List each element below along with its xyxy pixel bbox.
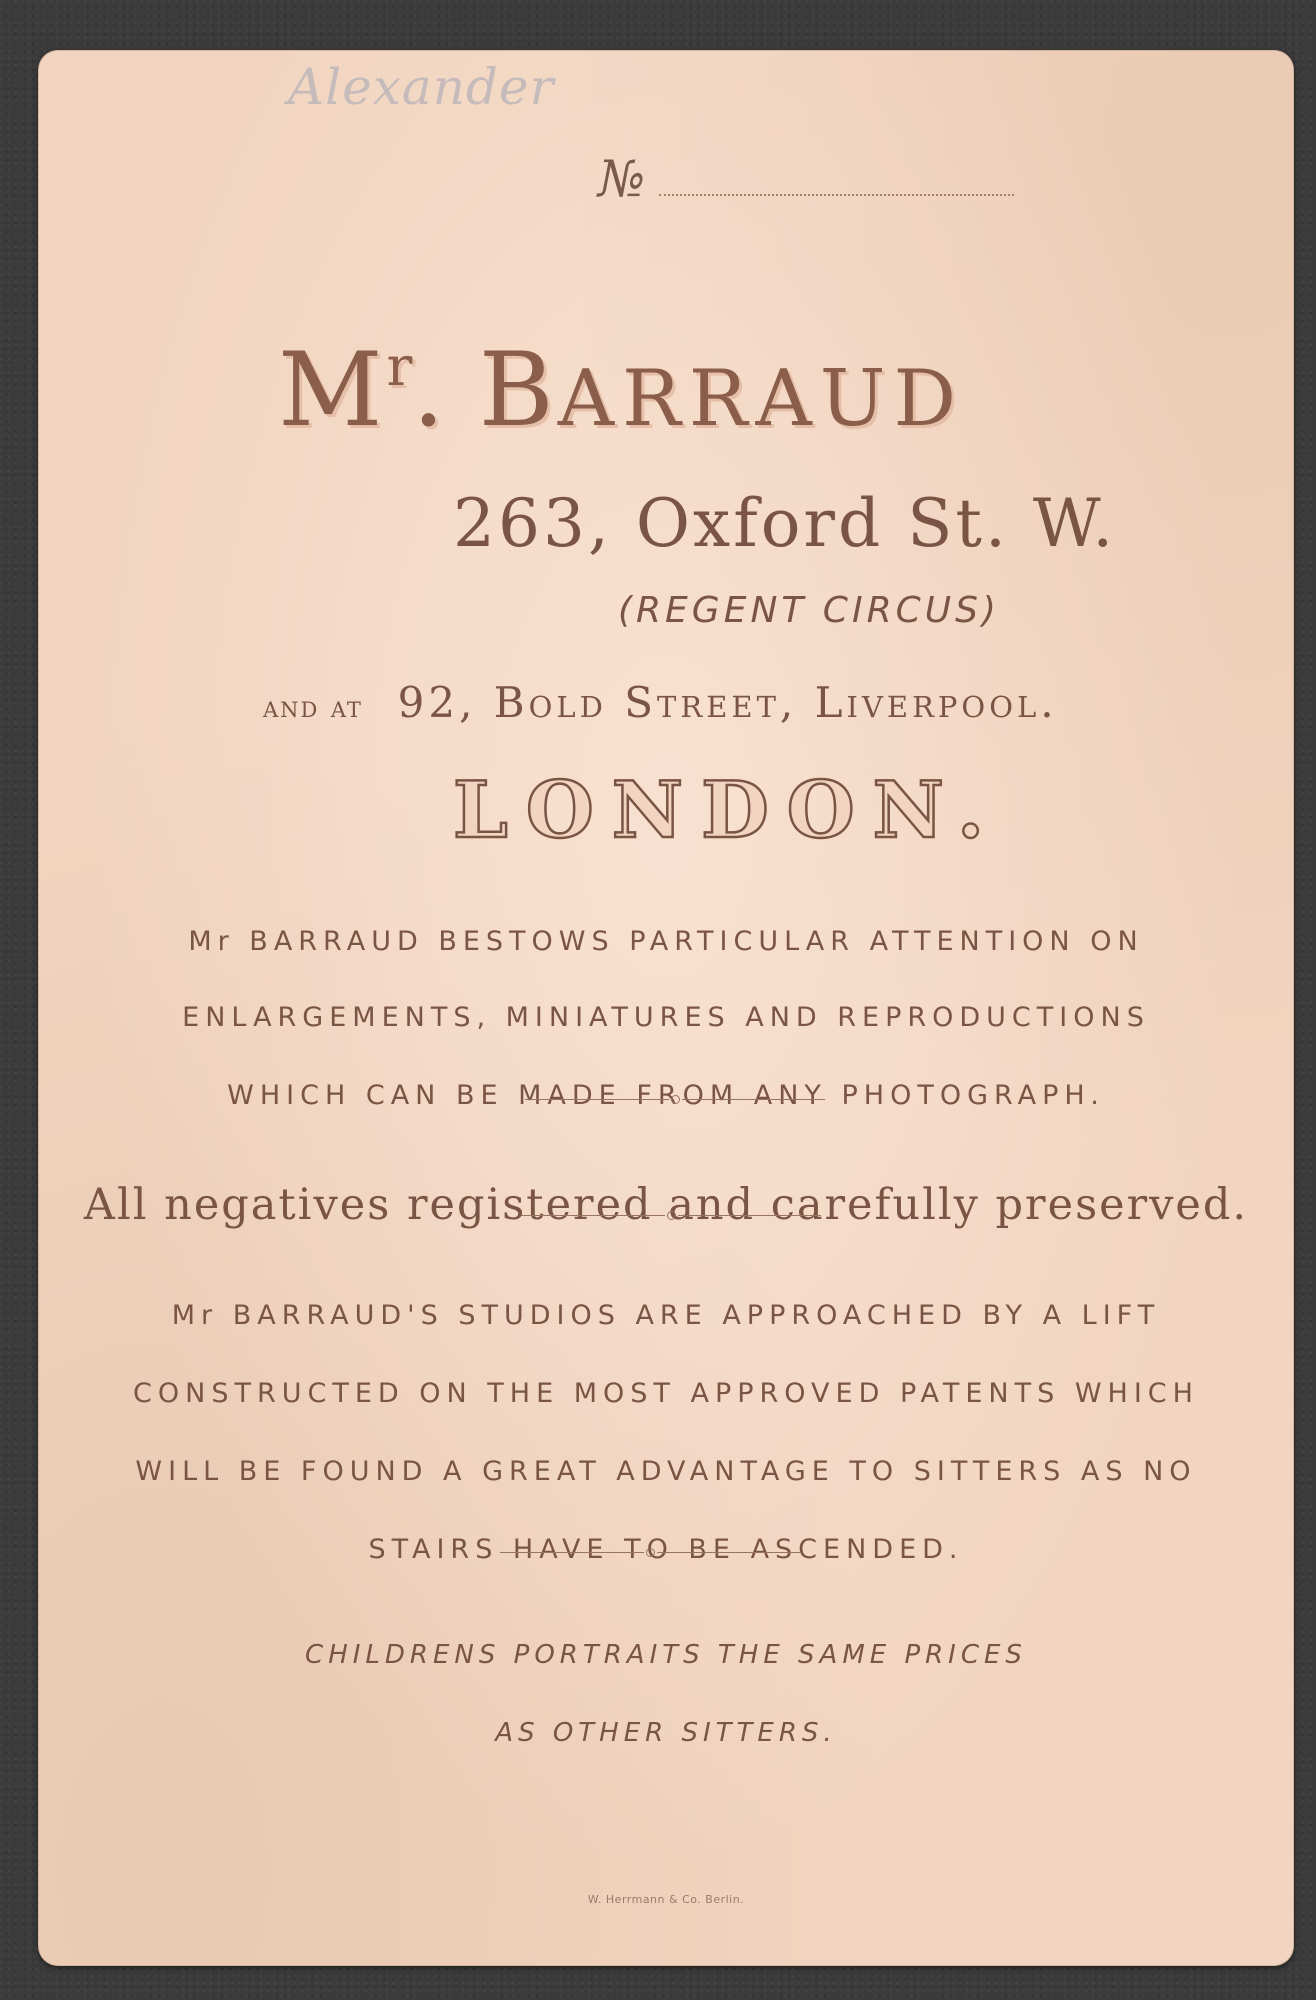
paragraph3-line1: CHILDRENS PORTRAITS THE SAME PRICES xyxy=(305,1640,1027,1670)
address-regent-circus: (REGENT CIRCUS) xyxy=(618,590,1000,631)
studio-name-mr-sup: r xyxy=(386,335,413,398)
paragraph2-line3: WILL BE FOUND A GREAT ADVANTAGE TO SITTERS AS NO xyxy=(135,1456,1197,1487)
number-blank-line xyxy=(659,194,1014,196)
address-oxford-street: 263, Oxford St. W. xyxy=(453,485,1117,562)
printer-imprint: W. Herrmann & Co. Berlin. xyxy=(587,1893,745,1906)
paragraph2-line2: CONSTRUCTED ON THE MOST APPROVED PATENTS WHICH xyxy=(133,1378,1199,1409)
address-liverpool xyxy=(263,678,1058,727)
studio-name-mr: M xyxy=(278,331,387,450)
city-london: LONDON. xyxy=(453,765,1003,856)
cabinet-card-back xyxy=(38,50,1294,1966)
paragraph1-line1: Mr BARRAUD BESTOWS PARTICULAR ATTENTION ON xyxy=(188,926,1144,957)
address-liverpool-prefix: and at xyxy=(263,690,363,725)
pencil-annotation: Alexander xyxy=(288,58,555,116)
number-field xyxy=(598,150,1014,208)
address-liverpool-text: 92, Bold Street, Liverpool. xyxy=(397,678,1058,727)
paragraph2-line1: Mr BARRAUD'S STUDIOS ARE APPROACHED BY A LIFT xyxy=(171,1300,1161,1331)
negatives-notice: All negatives registered and carefully preserved. xyxy=(83,1180,1249,1230)
ornamental-divider-2 xyxy=(521,1208,821,1222)
paragraph1-line2: ENLARGEMENTS, MINIATURES AND REPRODUCTIONS xyxy=(182,1002,1150,1033)
studio-name-dot: . xyxy=(412,331,449,450)
paragraph3-line2: AS OTHER SITTERS. xyxy=(495,1718,837,1748)
number-label: № xyxy=(598,150,646,208)
ornamental-divider-3 xyxy=(500,1545,800,1559)
ornamental-divider-1 xyxy=(525,1092,825,1106)
studio-name-initial: B xyxy=(478,331,558,450)
studio-name-rest: ARRAUD xyxy=(557,354,965,444)
studio-name xyxy=(278,331,965,450)
paragraph1-line3: WHICH CAN BE MADE FROM ANY PHOTOGRAPH. xyxy=(227,1080,1105,1111)
paragraph2-line4: STAIRS HAVE TO BE ASCENDED. xyxy=(368,1534,964,1565)
